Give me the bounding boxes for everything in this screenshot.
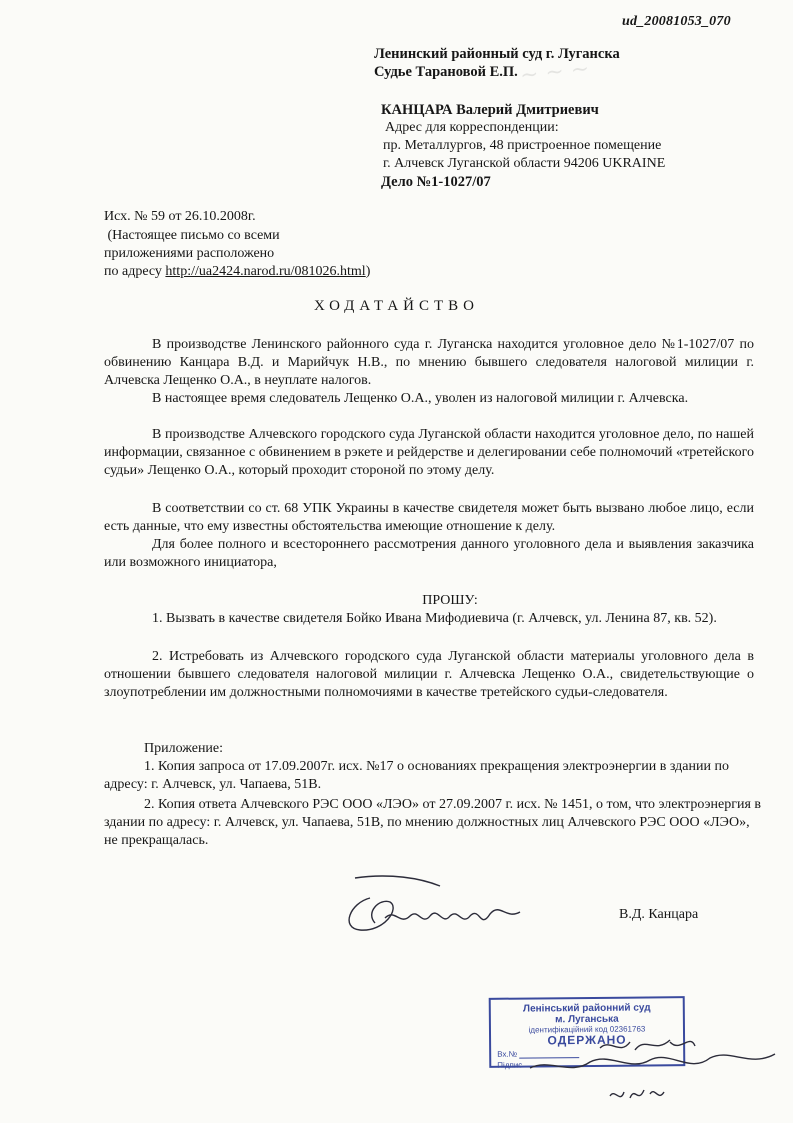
- stamp-field-in: Вх.№: [497, 1049, 518, 1059]
- request-item: 2. Истребовать из Алчевского городского суда Луганской области материалы уголовного дела в отношении бывшего следователя налоговой милиции г. Алчевска Лещенко О.А., свидетельствующие о злоупотреблении им должностными полномочиями в качестве третейского судьи-следователя.: [104, 649, 754, 700]
- body-paragraph: В настоящее время следователь Лещенко О.А., уволен из налоговой милиции г. Алчевска.: [152, 391, 689, 406]
- document-url-link[interactable]: http://ua2424.narod.ru/081026.html: [165, 264, 366, 279]
- stamp-received: ОДЕРЖАНО: [547, 1032, 627, 1048]
- stamp-city: м. Луганська: [555, 1013, 619, 1026]
- appendix-item: 2. Копия ответа Алчевского РЭС ООО «ЛЭО» от 27.09.2007 г. исх. № 1451, о том, что электроэнергия в здании по адресу: г. Алчевск, ул. Чапаева, 51В, по мнению должностных лиц Алчевского РЭС ООО «ЛЭО», не прекращалась.: [104, 797, 762, 848]
- body-paragraph: В производстве Ленинского районного суда г. Луганска находится уголовное дело №1-1027/07 по обвинению Канцара В.Д. и Марийчук Н.В., по мнению бывшего следователя налоговой милиции г. Алчевска Лещенко О.А., в неуплате налогов.: [104, 337, 754, 388]
- bleed-through-mark: ~ ~ ~: [518, 56, 591, 89]
- addressee-court: Ленинский районный суд г. Луганска: [374, 46, 620, 62]
- appendix-item: 1. Копия запроса от 17.09.2007г. исх. №17 о основаниях прекращения электроэнергии в здании по адресу: г. Алчевск, ул. Чапаева, 51В.: [104, 759, 729, 792]
- outgoing-note-line2: приложениями расположено: [104, 246, 275, 261]
- body-paragraph: В соответствии со ст. 68 УПК Украины в качестве свидетеля может быть вызвано любое лицо, если есть данные, что ему известны обстоятельства имеющие отношение к делу.: [104, 501, 754, 534]
- handwritten-stamp-entry: [520, 1028, 790, 1108]
- url-prefix: по адресу: [104, 264, 166, 279]
- addressee-judge: Судье Тарановой Е.П.: [374, 64, 518, 80]
- url-suffix: ): [365, 264, 371, 279]
- outgoing-note-line3: [104, 263, 370, 281]
- signature-mark: [330, 868, 530, 948]
- appendix-heading: Приложение:: [144, 741, 224, 756]
- body-paragraph: Для более полного и всестороннего рассмотрения данного уголовного дела и выявления заказчика или возможного инициатора,: [104, 537, 754, 570]
- sender-address-line2: г. Алчевск Луганской области 94206 UKRAINE: [383, 156, 666, 171]
- stamp-id-code: ідентифікаційний код 02361763: [528, 1024, 646, 1035]
- request-item: 1. Вызвать в качестве свидетеля Бойко Ивана Мифодиевича (г. Алчевск, ул. Ленина 87, кв. 52).: [152, 611, 717, 626]
- sender-address-line1: пр. Металлургов, 48 пристроенное помещение: [383, 138, 662, 153]
- body-paragraph: В производстве Алчевского городского суда Луганской области находится уголовное дело, по нашей информации, связанное с обвинением в рэкете и рейдерстве и делегировании себе полномочий «третейского судьи» Лещенко О.А., который проходит стороной по этому делу.: [104, 427, 754, 478]
- stamp-court-name: Ленінський районний суд: [522, 1002, 651, 1015]
- case-number: Дело №1-1027/07: [381, 174, 491, 190]
- sender-address-label: Адрес для корреспонденции:: [385, 120, 559, 135]
- signatory-name: В.Д. Канцара: [619, 907, 699, 922]
- document-id: ud_20081053_070: [622, 14, 731, 29]
- outgoing-number: Исх. № 59 от 26.10.2008г.: [104, 209, 256, 224]
- document-title: ХОДАТАЙСТВО: [314, 298, 479, 314]
- outgoing-note-line1: (Настоящее письмо со всеми: [104, 228, 280, 243]
- request-heading: ПРОШУ:: [422, 593, 478, 608]
- stamp-field-sign: Підпис: [497, 1060, 523, 1070]
- sender-name: КАНЦАРА Валерий Дмитриевич: [381, 102, 599, 118]
